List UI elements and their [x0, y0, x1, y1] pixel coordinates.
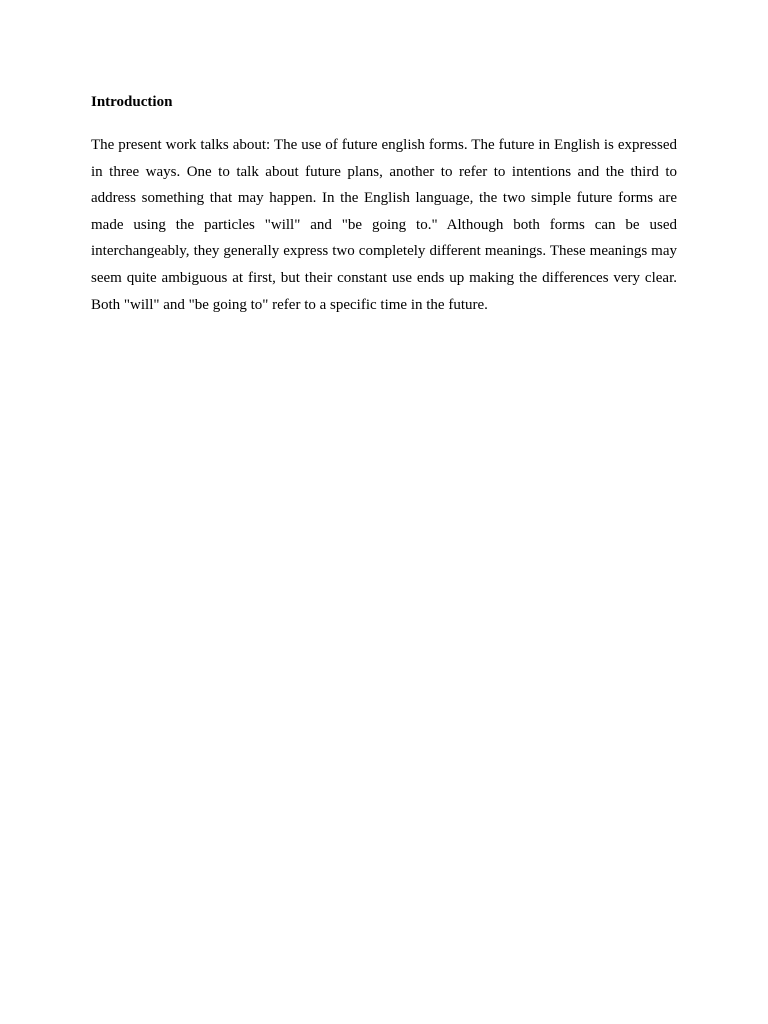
section-heading: Introduction [91, 94, 173, 110]
document-body [91, 92, 677, 318]
introduction-paragraph: The present work talks about: The use of future english forms. The future in English is expressed in three ways. One to talk about future plans, another to refer to intentions and the third to address something that may happen. In the English language, the two simple future forms are made using the particles "will" and "be going to." Although both forms can be used interchangeably, they generally express two completely different meanings. These meanings may seem quite ambiguous at first, but their constant use ends up making the differences very clear. Both "will" and "be going to" refer to a specific time in the future. [91, 137, 677, 313]
